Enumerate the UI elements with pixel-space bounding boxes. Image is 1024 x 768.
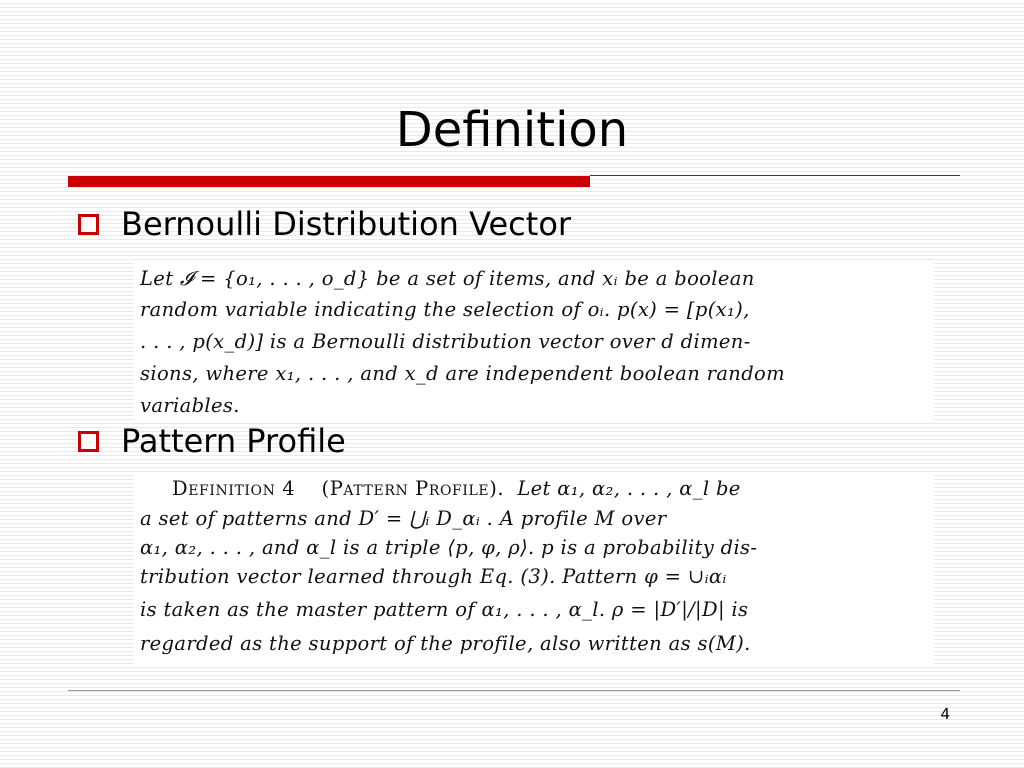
definition-line: . . . , p(x_d)] is a Bernoulli distribution vector over d dimen-	[140, 330, 751, 353]
square-bullet-icon	[78, 431, 99, 452]
definition-line: is taken as the master pattern of α₁, . . . , α_l. ρ = |D′|/|D| is	[140, 598, 749, 621]
definition-heading: Definition 4	[172, 477, 296, 500]
page-number: 4	[940, 705, 950, 723]
definition-line: tribution vector learned through Eq. (3). Pattern φ = ∪ᵢαᵢ	[140, 565, 727, 588]
title-underline-thick	[68, 176, 590, 187]
footer-divider	[68, 690, 960, 691]
definition-line: sions, where x₁, . . . , and x_d are independent boolean random	[140, 362, 785, 385]
definition-text: Let α₁, α₂, . . . , α_l be	[517, 477, 741, 500]
square-bullet-icon	[78, 214, 99, 235]
definition-line: a set of patterns and D′ = ⋃ᵢ D_αᵢ . A profile M over	[140, 507, 667, 530]
definition-line: random variable indicating the selection of oᵢ. p(x) = [p(x₁),	[140, 298, 750, 321]
pattern-profile-definition-image	[134, 473, 934, 667]
bernoulli-definition-image	[134, 262, 934, 422]
definition-line: regarded as the support of the profile, also written as s(M).	[140, 632, 751, 655]
bullet-bernoulli	[78, 205, 571, 243]
definition-heading-paren: (Pattern Profile).	[321, 477, 505, 500]
definition-line: variables.	[140, 394, 240, 417]
bullet-label: Pattern Profile	[121, 422, 346, 460]
definition-line	[172, 477, 741, 500]
definition-line: α₁, α₂, . . . , and α_l is a triple ⟨p, φ, ρ⟩. p is a probability dis-	[140, 536, 758, 559]
slide-title: Definition	[395, 102, 629, 158]
definition-line: Let 𝓘 = {o₁, . . . , o_d} be a set of items, and xᵢ be a boolean	[140, 267, 755, 290]
title-underline-thin	[590, 175, 960, 176]
bullet-label: Bernoulli Distribution Vector	[121, 205, 572, 243]
bullet-pattern-profile	[78, 422, 346, 460]
